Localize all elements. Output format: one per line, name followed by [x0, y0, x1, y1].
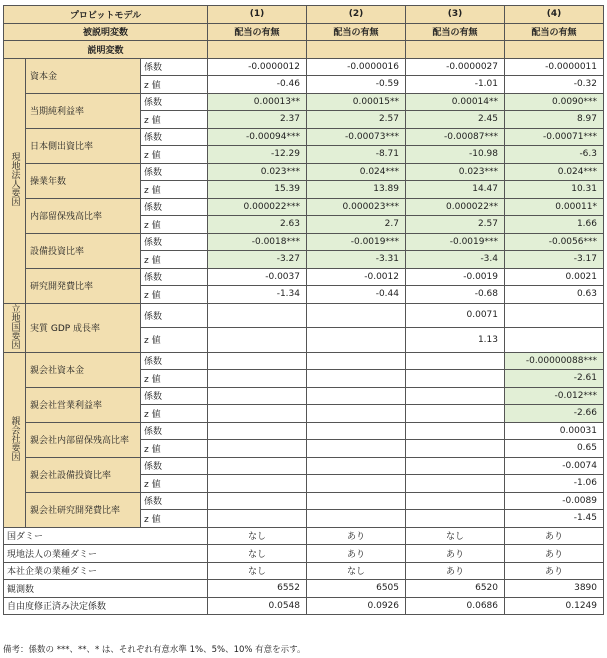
stat-kind-label: 係数	[141, 457, 208, 475]
z-value-cell	[406, 510, 505, 528]
z-value-cell: 1.13	[406, 328, 505, 353]
variable-name: 親会社営業利益率	[26, 387, 141, 422]
stat-value: 0.1249	[505, 597, 604, 615]
coefficient-cell	[208, 492, 307, 510]
coefficient-cell: -0.012***	[505, 387, 604, 405]
coefficient-cell: -0.00000088***	[505, 352, 604, 370]
header-row-explanatory	[4, 41, 604, 59]
dummy-row	[4, 545, 604, 563]
z-value-cell: -1.45	[505, 510, 604, 528]
coefficient-cell	[208, 457, 307, 475]
stat-kind-label: z 値	[141, 216, 208, 234]
z-value-cell	[307, 510, 406, 528]
z-value-cell: -1.34	[208, 286, 307, 304]
coefficient-cell: 0.023***	[406, 163, 505, 181]
dependent-value-2: 配当の有無	[307, 23, 406, 41]
stat-kind-label: z 値	[141, 286, 208, 304]
stat-kind-label: 係数	[141, 492, 208, 510]
stat-kind-label: z 値	[141, 440, 208, 458]
z-value-cell	[208, 328, 307, 353]
coefficient-cell	[208, 422, 307, 440]
z-value-cell: 0.65	[505, 440, 604, 458]
variable-name: 研究開発費比率	[26, 268, 141, 303]
stat-kind-label: 係数	[141, 268, 208, 286]
table-row	[4, 457, 604, 475]
stat-row	[4, 597, 604, 615]
z-value-cell	[208, 440, 307, 458]
table-row	[4, 387, 604, 405]
z-value-cell: -3.27	[208, 251, 307, 269]
coefficient-cell: -0.0000012	[208, 58, 307, 76]
variable-name: 日本側出資比率	[26, 128, 141, 163]
dummy-value: なし	[208, 562, 307, 580]
z-value-cell: 14.47	[406, 181, 505, 199]
z-value-cell	[505, 328, 604, 353]
coefficient-cell: -0.0000011	[505, 58, 604, 76]
stat-kind-label: 係数	[141, 233, 208, 251]
coefficient-cell: 0.00011*	[505, 198, 604, 216]
z-value-cell: -0.44	[307, 286, 406, 304]
coefficient-cell: 0.023***	[208, 163, 307, 181]
coefficient-cell: -0.00073***	[307, 128, 406, 146]
stat-kind-label: z 値	[141, 510, 208, 528]
variable-name: 親会社研究開発費比率	[26, 492, 141, 527]
stat-value: 0.0926	[307, 597, 406, 615]
table-row	[4, 492, 604, 510]
col-header-1: (1)	[208, 6, 307, 24]
dummy-row	[4, 562, 604, 580]
dependent-value-4: 配当の有無	[505, 23, 604, 41]
coefficient-cell: -0.0089	[505, 492, 604, 510]
coefficient-cell: -0.0019***	[406, 233, 505, 251]
coefficient-cell: -0.00071***	[505, 128, 604, 146]
dummy-label: 国ダミー	[4, 527, 208, 545]
coefficient-cell	[307, 387, 406, 405]
stat-kind-label: 係数	[141, 128, 208, 146]
z-value-cell: -10.98	[406, 146, 505, 164]
table-row	[4, 268, 604, 286]
dummy-value: あり	[505, 527, 604, 545]
table-row	[4, 128, 604, 146]
z-value-cell: 15.39	[208, 181, 307, 199]
dummy-value: なし	[406, 527, 505, 545]
z-value-cell	[307, 475, 406, 493]
z-value-cell: -1.01	[406, 76, 505, 94]
table-row	[4, 163, 604, 181]
stat-row	[4, 580, 604, 598]
dummy-value: なし	[208, 545, 307, 563]
z-value-cell	[208, 510, 307, 528]
coefficient-cell	[406, 492, 505, 510]
stat-value: 3890	[505, 580, 604, 598]
coefficient-cell: 0.00015**	[307, 93, 406, 111]
group-label: 現地法人要因	[9, 152, 20, 206]
stat-kind-label: 係数	[141, 93, 208, 111]
z-value-cell: 1.66	[505, 216, 604, 234]
table-row	[4, 303, 604, 328]
coefficient-cell	[307, 492, 406, 510]
col-header-2: (2)	[307, 6, 406, 24]
z-value-cell	[406, 440, 505, 458]
dummy-value: あり	[505, 545, 604, 563]
coefficient-cell: -0.0074	[505, 457, 604, 475]
z-value-cell: -2.61	[505, 370, 604, 388]
regression-table	[3, 5, 604, 615]
z-value-cell: 10.31	[505, 181, 604, 199]
z-value-cell	[307, 328, 406, 353]
z-value-cell: 13.89	[307, 181, 406, 199]
z-value-cell: -1.06	[505, 475, 604, 493]
coefficient-cell	[505, 303, 604, 328]
stat-label: 自由度修正済み決定係数	[4, 597, 208, 615]
stat-value: 6505	[307, 580, 406, 598]
group-label: 親会社要因	[9, 415, 20, 461]
stat-kind-label: z 値	[141, 251, 208, 269]
variable-name: 親会社資本金	[26, 352, 141, 387]
header-row-model	[4, 6, 604, 24]
coefficient-cell: 0.0090***	[505, 93, 604, 111]
coefficient-cell: 0.0071	[406, 303, 505, 328]
coefficient-cell: 0.024***	[307, 163, 406, 181]
coefficient-cell	[208, 352, 307, 370]
z-value-cell: -3.4	[406, 251, 505, 269]
group-label-cell	[4, 303, 26, 352]
table-row	[4, 233, 604, 251]
stat-kind-label: 係数	[141, 387, 208, 405]
table-row	[4, 422, 604, 440]
stat-kind-label: 係数	[141, 58, 208, 76]
dependent-value-3: 配当の有無	[406, 23, 505, 41]
coefficient-cell: 0.00013**	[208, 93, 307, 111]
coefficient-cell	[307, 422, 406, 440]
z-value-cell	[208, 370, 307, 388]
stat-value: 0.0686	[406, 597, 505, 615]
stat-kind-label: 係数	[141, 352, 208, 370]
coefficient-cell: -0.00087***	[406, 128, 505, 146]
z-value-cell: 2.57	[307, 111, 406, 129]
dummy-value: あり	[406, 545, 505, 563]
stat-value: 6520	[406, 580, 505, 598]
z-value-cell: -0.32	[505, 76, 604, 94]
dummy-row	[4, 527, 604, 545]
coefficient-cell	[307, 457, 406, 475]
z-value-cell: 2.37	[208, 111, 307, 129]
coefficient-cell: -0.0019***	[307, 233, 406, 251]
z-value-cell	[307, 440, 406, 458]
coefficient-cell: 0.0021	[505, 268, 604, 286]
z-value-cell: -3.31	[307, 251, 406, 269]
coefficient-cell	[307, 352, 406, 370]
coefficient-cell: -0.00094***	[208, 128, 307, 146]
coefficient-cell: -0.0000016	[307, 58, 406, 76]
table-row	[4, 198, 604, 216]
group-label-cell	[4, 352, 26, 527]
stat-label: 観測数	[4, 580, 208, 598]
z-value-cell: -3.17	[505, 251, 604, 269]
col-header-4: (4)	[505, 6, 604, 24]
coefficient-cell: -0.0056***	[505, 233, 604, 251]
coefficient-cell: 0.00014**	[406, 93, 505, 111]
dummy-label: 現地法人の業種ダミー	[4, 545, 208, 563]
variable-name: 操業年数	[26, 163, 141, 198]
dummy-value: あり	[406, 562, 505, 580]
z-value-cell: -0.68	[406, 286, 505, 304]
stat-kind-label: z 値	[141, 111, 208, 129]
z-value-cell	[307, 370, 406, 388]
coefficient-cell: -0.0037	[208, 268, 307, 286]
coefficient-cell	[406, 422, 505, 440]
dummy-value: なし	[208, 527, 307, 545]
variable-name: 実質 GDP 成長率	[26, 303, 141, 352]
table-row	[4, 93, 604, 111]
variable-name: 資本金	[26, 58, 141, 93]
z-value-cell: 2.7	[307, 216, 406, 234]
z-value-cell: -12.29	[208, 146, 307, 164]
coefficient-cell	[406, 457, 505, 475]
coefficient-cell: 0.000022**	[406, 198, 505, 216]
stat-kind-label: 係数	[141, 163, 208, 181]
stat-kind-label: z 値	[141, 146, 208, 164]
coefficient-cell	[208, 387, 307, 405]
coefficient-cell	[307, 303, 406, 328]
coefficient-cell: -0.0000027	[406, 58, 505, 76]
group-label-cell	[4, 58, 26, 303]
z-value-cell: -8.71	[307, 146, 406, 164]
header-row-dependent	[4, 23, 604, 41]
dependent-variable-label: 被説明変数	[4, 23, 208, 41]
variable-name: 当期純利益率	[26, 93, 141, 128]
stat-kind-label: z 値	[141, 475, 208, 493]
dummy-value: なし	[307, 562, 406, 580]
stat-kind-label: z 値	[141, 405, 208, 423]
z-value-cell: 8.97	[505, 111, 604, 129]
z-value-cell: -0.59	[307, 76, 406, 94]
z-value-cell	[208, 405, 307, 423]
z-value-cell	[208, 475, 307, 493]
stat-kind-label: z 値	[141, 76, 208, 94]
coefficient-cell: 0.024***	[505, 163, 604, 181]
coefficient-cell: -0.0012	[307, 268, 406, 286]
coefficient-cell: -0.0018***	[208, 233, 307, 251]
variable-name: 設備投資比率	[26, 233, 141, 268]
stat-kind-label: 係数	[141, 422, 208, 440]
dummy-label: 本社企業の業種ダミー	[4, 562, 208, 580]
dummy-value: あり	[307, 545, 406, 563]
z-value-cell: 0.63	[505, 286, 604, 304]
variable-name: 内部留保残高比率	[26, 198, 141, 233]
z-value-cell	[406, 475, 505, 493]
coefficient-cell: 0.00031	[505, 422, 604, 440]
coefficient-cell: 0.000022***	[208, 198, 307, 216]
dependent-value-1: 配当の有無	[208, 23, 307, 41]
stat-kind-label: 係数	[141, 303, 208, 328]
model-label: プロビットモデル	[4, 6, 208, 24]
variable-name: 親会社内部留保残高比率	[26, 422, 141, 457]
coefficient-cell	[406, 352, 505, 370]
z-value-cell	[406, 405, 505, 423]
dummy-value: あり	[307, 527, 406, 545]
stat-value: 6552	[208, 580, 307, 598]
dummy-value: あり	[505, 562, 604, 580]
coefficient-cell	[208, 303, 307, 328]
z-value-cell	[307, 405, 406, 423]
coefficient-cell: 0.000023***	[307, 198, 406, 216]
stat-value: 0.0548	[208, 597, 307, 615]
stat-kind-label: z 値	[141, 181, 208, 199]
z-value-cell: 2.63	[208, 216, 307, 234]
stat-kind-label: 係数	[141, 198, 208, 216]
z-value-cell: 2.57	[406, 216, 505, 234]
col-header-3: (3)	[406, 6, 505, 24]
group-label: 立地国要因	[9, 303, 20, 349]
z-value-cell: 2.45	[406, 111, 505, 129]
z-value-cell	[406, 370, 505, 388]
footnote: 備考：係数の ***、**、* は、それぞれ有意水準 1%、5%、10% 有意を示す。	[3, 645, 306, 655]
variable-name: 親会社設備投資比率	[26, 457, 141, 492]
table-row	[4, 58, 604, 76]
explanatory-variable-label: 説明変数	[4, 41, 208, 59]
z-value-cell: -6.3	[505, 146, 604, 164]
stat-kind-label: z 値	[141, 328, 208, 353]
table-row	[4, 352, 604, 370]
z-value-cell: -2.66	[505, 405, 604, 423]
z-value-cell: -0.46	[208, 76, 307, 94]
stat-kind-label: z 値	[141, 370, 208, 388]
coefficient-cell	[406, 387, 505, 405]
coefficient-cell: -0.0019	[406, 268, 505, 286]
